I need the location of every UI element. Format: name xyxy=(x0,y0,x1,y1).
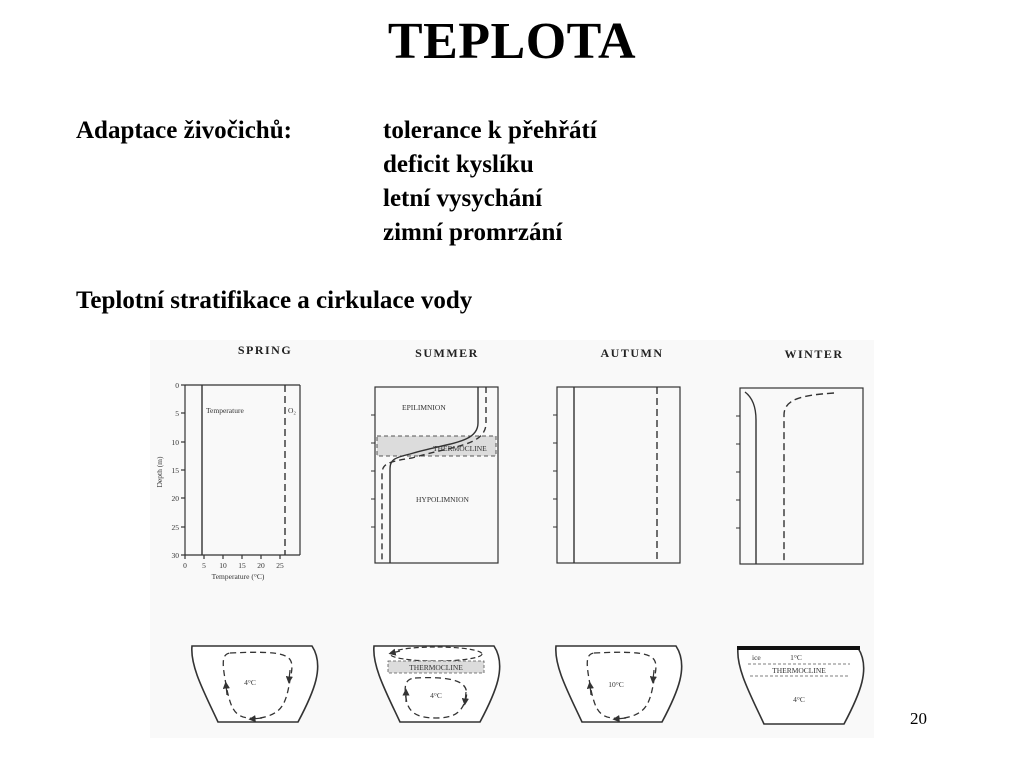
summer-basin-thermocline: THERMOCLINE xyxy=(409,663,463,672)
x-tick-15: 15 xyxy=(238,561,246,570)
season-title-autumn: AUTUMN xyxy=(600,346,664,360)
season-title-winter: WINTER xyxy=(784,347,844,361)
hypolimnion-label: HYPOLIMNION xyxy=(416,495,469,504)
winter-top-temp: 1°C xyxy=(790,653,802,662)
x-tick-0: 0 xyxy=(183,561,187,570)
page-number: 20 xyxy=(910,709,927,728)
y-axis-label: Depth (m) xyxy=(155,456,164,488)
stratification-heading: Teplotní stratifikace a cirkulace vody xyxy=(76,287,473,314)
winter-ice-label: ice xyxy=(752,653,761,662)
winter-thermocline-label: THERMOCLINE xyxy=(772,666,826,675)
summer-basin xyxy=(374,646,500,722)
x-tick-5: 5 xyxy=(202,561,206,570)
winter-profile-frame xyxy=(740,388,863,564)
winter-bottom-temp: 4°C xyxy=(793,695,805,704)
summer-temperature-line xyxy=(390,387,478,563)
y-tick-30: 30 xyxy=(171,551,179,560)
stratification-diagram xyxy=(150,340,874,738)
lake-stratification-figure xyxy=(150,340,874,738)
summer-profile-ticks xyxy=(371,415,375,527)
y-tick-20: 20 xyxy=(171,494,179,503)
y-tick-15: 15 xyxy=(171,466,179,475)
summer-basin-temp: 4°C xyxy=(430,691,442,700)
adaptation-item-winter-freezing: zimní promrzání xyxy=(383,219,563,246)
thermocline-label: THERMOCLINE xyxy=(433,444,487,453)
adaptation-item-overheating: tolerance k přehřátí xyxy=(383,117,597,144)
epilimnion-label: EPILIMNION xyxy=(402,403,446,412)
x-tick-20: 20 xyxy=(257,561,265,570)
adaptation-item-oxygen-deficit: deficit kyslíku xyxy=(383,151,534,178)
x-tick-25: 25 xyxy=(276,561,284,570)
season-title-summer: SUMMER xyxy=(415,346,479,360)
spring-oxygen-label: O₂ xyxy=(288,406,297,415)
summer-oxygen-line xyxy=(382,387,486,563)
x-axis-label: Temperature (°C) xyxy=(211,572,265,581)
winter-oxygen-line xyxy=(784,393,834,564)
x-tick-10: 10 xyxy=(219,561,227,570)
spring-temperature-label: Temperature xyxy=(206,406,244,415)
adaptation-list xyxy=(383,114,597,250)
adaptation-item-summer-drying: letní vysychání xyxy=(383,185,543,212)
season-title-spring: SPRING xyxy=(237,343,293,357)
y-tick-5: 5 xyxy=(175,409,179,418)
adaptation-label: Adaptace živočichů: xyxy=(76,117,292,144)
y-tick-25: 25 xyxy=(171,523,179,532)
y-tick-10: 10 xyxy=(171,438,179,447)
autumn-profile-frame xyxy=(557,387,680,563)
spring-basin-temp: 4°C xyxy=(244,678,256,687)
autumn-basin-temp: 10°C xyxy=(608,680,624,689)
winter-temperature-line xyxy=(745,392,756,564)
y-tick-0: 0 xyxy=(175,381,179,390)
slide-title: TEPLOTA xyxy=(387,13,637,70)
summer-profile-frame xyxy=(375,387,498,563)
